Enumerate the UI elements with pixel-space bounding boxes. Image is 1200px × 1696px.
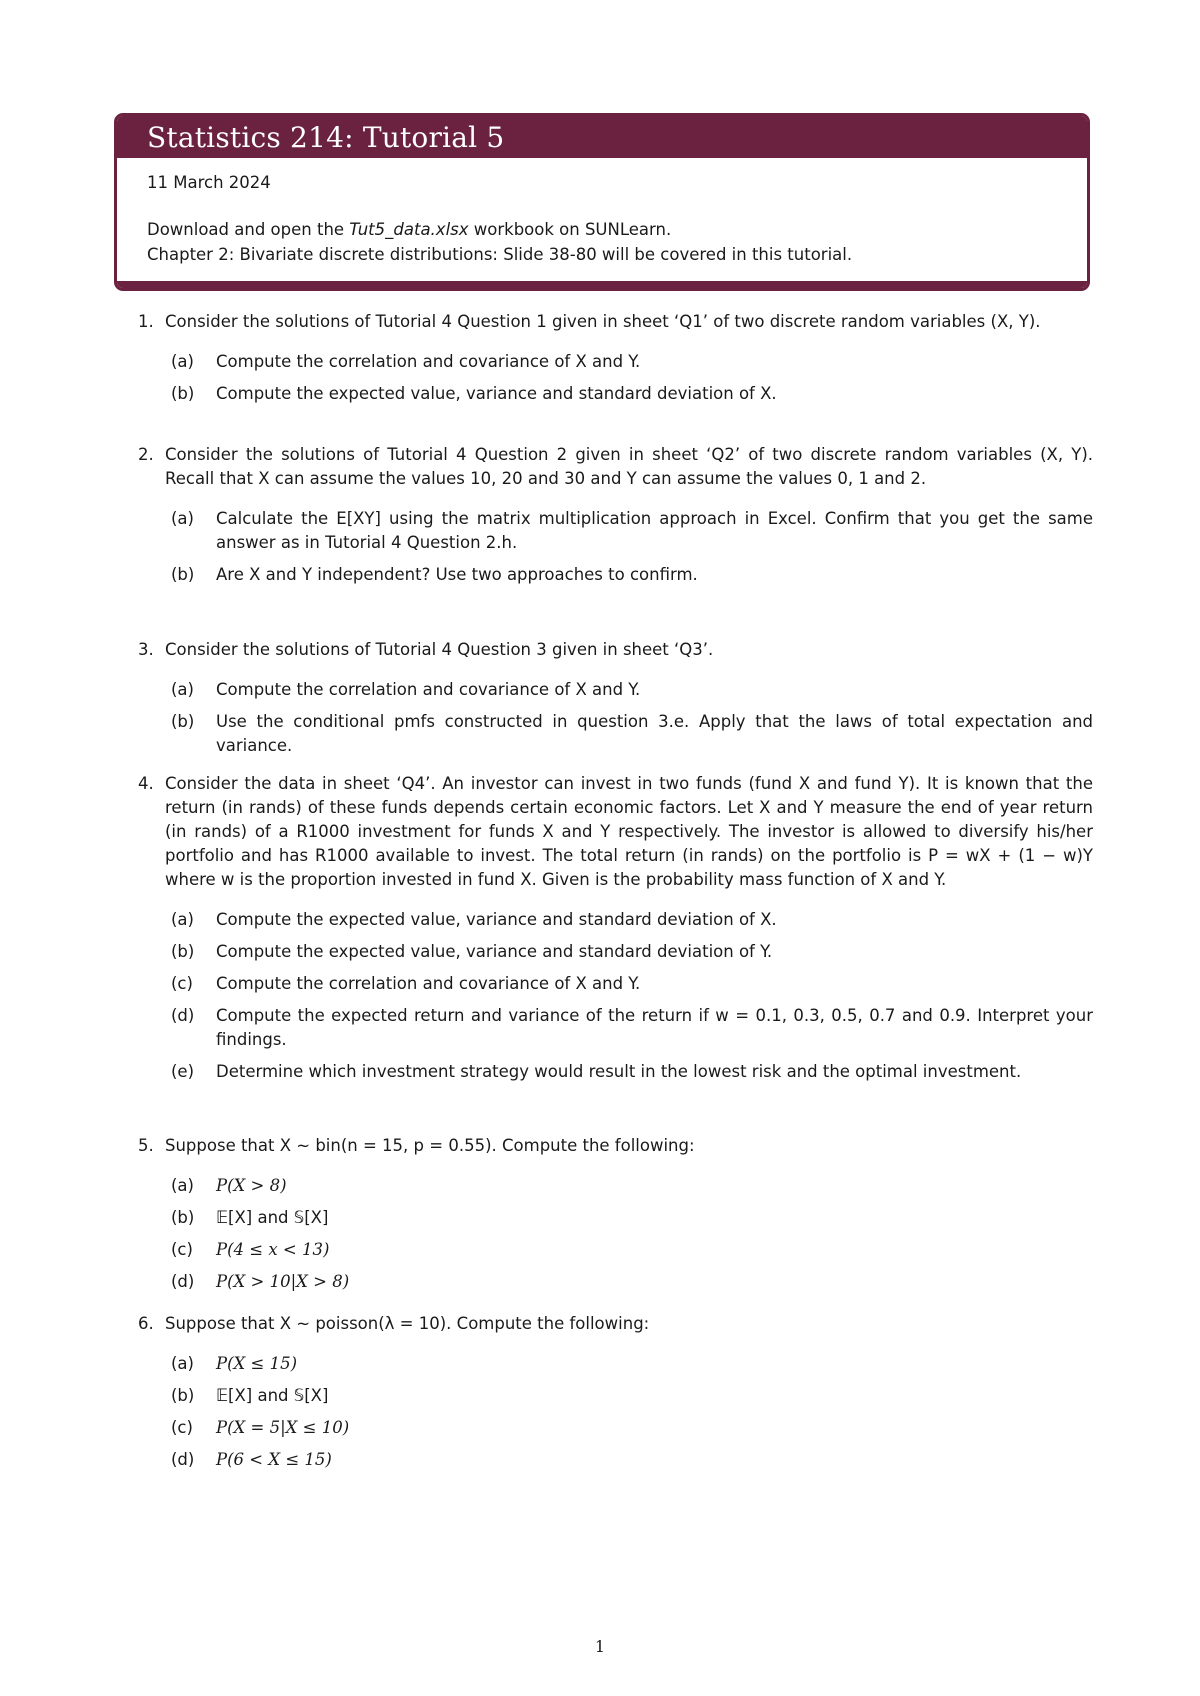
part-label: (a) — [171, 509, 194, 528]
question-parts — [171, 350, 1093, 406]
part-text: P(X = 5|X ≤ 10) — [216, 1418, 350, 1437]
part-label: (e) — [171, 1062, 195, 1081]
part-label: (d) — [171, 1450, 195, 1469]
question-part — [171, 710, 1093, 758]
part-label: (a) — [171, 910, 194, 929]
question-text: Consider the data in sheet ‘Q4’. An investor can invest in two funds (fund X and fund Y). It is known that the return (in rands) of these funds depends certain economic factors. Let X and Y measure the end of year return (in rands) of a R1000 investment for funds X and Y respectively. The investor is allowed to diversify his/her portfolio and has R1000 available to invest. The total return (in rands) on the portfolio is P = wX + (1 − w)Y where w is the proportion invested in fund X. Given is the probability mass function of X and Y. — [165, 774, 1093, 889]
question-part — [171, 1448, 1093, 1472]
question-parts — [171, 1174, 1093, 1294]
part-text: Compute the correlation and covariance of X and Y. — [216, 974, 641, 993]
download-suffix: workbook on SUNLearn. — [468, 220, 672, 239]
question-part — [171, 1416, 1093, 1440]
question-6 — [138, 1312, 1093, 1480]
part-label: (d) — [171, 1006, 195, 1025]
part-text: 𝔼[X] and 𝕊[X] — [216, 1386, 329, 1405]
question-part — [171, 1384, 1093, 1408]
question-part — [171, 908, 1093, 932]
page-number: 1 — [594, 1637, 606, 1656]
question-part — [171, 1060, 1093, 1084]
header-title-bar — [117, 116, 1087, 158]
document-title: Statistics 214: Tutorial 5 — [147, 120, 505, 154]
part-label: (a) — [171, 352, 194, 371]
part-text: Determine which investment strategy would result in the lowest risk and the optimal investment. — [216, 1062, 1022, 1081]
part-text: P(4 ≤ x < 13) — [216, 1240, 330, 1259]
part-label: (b) — [171, 565, 195, 584]
part-label: (c) — [171, 974, 193, 993]
question-part — [171, 972, 1093, 996]
part-text: Compute the expected value, variance and standard deviation of X. — [216, 910, 777, 929]
tutorial-header-box — [114, 113, 1090, 291]
question-4 — [138, 772, 1093, 1092]
question-part — [171, 1004, 1093, 1052]
question-text: Suppose that X ∼ bin(n = 15, p = 0.55). Compute the following: — [165, 1136, 695, 1155]
question-text: Consider the solutions of Tutorial 4 Question 2 given in sheet ‘Q2’ of two discrete random variables (X, Y). Recall that X can assume the values 10, 20 and 30 and Y can assume the values 0, 1 and 2. — [165, 445, 1093, 488]
question-parts — [171, 678, 1093, 758]
part-label: (a) — [171, 1354, 194, 1373]
part-text: P(X ≤ 15) — [216, 1354, 298, 1373]
part-text: 𝔼[X] and 𝕊[X] — [216, 1208, 329, 1227]
part-text: Compute the correlation and covariance of X and Y. — [216, 352, 641, 371]
chapter-coverage-line: Chapter 2: Bivariate discrete distributions: Slide 38-80 will be covered in this tutorial. — [147, 245, 853, 264]
part-text: Compute the expected value, variance and standard deviation of Y. — [216, 942, 773, 961]
question-text: Consider the solutions of Tutorial 4 Question 3 given in sheet ‘Q3’. — [165, 640, 714, 659]
part-label: (a) — [171, 680, 194, 699]
question-number: 3. — [138, 640, 154, 659]
question-part — [171, 507, 1093, 555]
download-prefix: Download and open the — [147, 220, 350, 239]
question-part — [171, 382, 1093, 406]
question-number: 5. — [138, 1136, 154, 1155]
part-text: Are X and Y independent? Use two approaches to confirm. — [216, 565, 698, 584]
part-text: Calculate the E[XY] using the matrix multiplication approach in Excel. Confirm that you get the same answer as in Tutorial 4 Question 2.h. — [216, 509, 1093, 552]
header-bottom-bar — [117, 281, 1087, 288]
part-label: (b) — [171, 942, 195, 961]
part-text: P(X > 8) — [216, 1176, 287, 1195]
part-label: (d) — [171, 1272, 195, 1291]
question-part — [171, 678, 1093, 702]
question-parts — [171, 1352, 1093, 1472]
question-part — [171, 563, 1093, 587]
part-text: Compute the correlation and covariance of X and Y. — [216, 680, 641, 699]
question-2 — [138, 443, 1093, 595]
question-parts — [171, 507, 1093, 587]
question-part — [171, 940, 1093, 964]
part-label: (b) — [171, 1208, 195, 1227]
question-3 — [138, 638, 1093, 766]
question-part — [171, 1206, 1093, 1230]
workbook-filename: Tut5_data.xlsx — [349, 220, 469, 239]
question-number: 6. — [138, 1314, 154, 1333]
question-number: 2. — [138, 445, 154, 464]
part-label: (b) — [171, 1386, 195, 1405]
question-number: 4. — [138, 774, 154, 793]
part-text: P(X > 10|X > 8) — [216, 1272, 350, 1291]
part-label: (b) — [171, 712, 195, 731]
part-text: Compute the expected value, variance and standard deviation of X. — [216, 384, 777, 403]
question-part — [171, 1352, 1093, 1376]
part-text: P(6 < X ≤ 15) — [216, 1450, 332, 1469]
question-5 — [138, 1134, 1093, 1302]
question-part — [171, 350, 1093, 374]
part-text: Use the conditional pmfs constructed in question 3.e. Apply that the laws of total expectation and variance. — [216, 712, 1093, 755]
header-body — [117, 158, 1087, 267]
question-1 — [138, 310, 1093, 414]
question-parts — [171, 908, 1093, 1084]
download-instruction — [147, 217, 1057, 242]
part-text: Compute the expected return and variance of the return if w = 0.1, 0.3, 0.5, 0.7 and 0.9. Interpret your findings. — [216, 1006, 1093, 1049]
question-part — [171, 1238, 1093, 1262]
question-number: 1. — [138, 312, 154, 331]
part-label: (c) — [171, 1240, 193, 1259]
part-label: (a) — [171, 1176, 194, 1195]
question-text: Suppose that X ∼ poisson(λ = 10). Compute the following: — [165, 1314, 650, 1333]
question-text: Consider the solutions of Tutorial 4 Question 1 given in sheet ‘Q1’ of two discrete random variables (X, Y). — [165, 312, 1041, 331]
tutorial-date: 11 March 2024 — [147, 173, 271, 192]
part-label: (b) — [171, 384, 195, 403]
question-part — [171, 1270, 1093, 1294]
part-label: (c) — [171, 1418, 193, 1437]
question-part — [171, 1174, 1093, 1198]
